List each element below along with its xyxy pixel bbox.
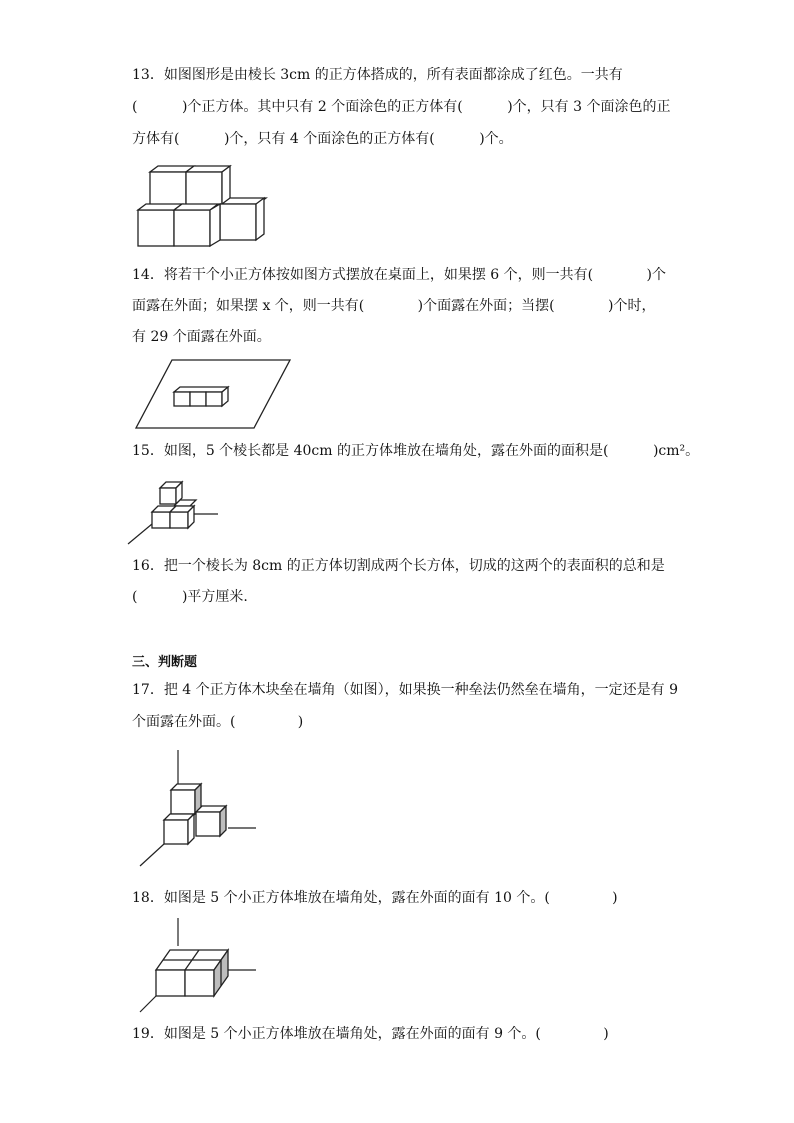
- q15-corner-cubes-figure: [128, 478, 228, 552]
- q17-line-2: 个面露在外面。( ): [132, 714, 304, 730]
- q19-line-1: 19．如图是 5 个小正方体堆放在墙角处，露在外面的面有 9 个。( ): [132, 1026, 609, 1042]
- q16-line-1: 16．把一个棱长为 8cm 的正方体切割成两个长方体，切成的这两个的表面积的总和是: [132, 558, 665, 574]
- q18-line-1: 18．如图是 5 个小正方体堆放在墙角处，露在外面的面有 10 个。( ): [132, 890, 618, 906]
- q14-line-1: 14．将若干个小正方体按如图方式摆放在桌面上，如果摆 6 个，则一共有( )个: [132, 267, 666, 283]
- q16-line-2: ( )平方厘米.: [132, 589, 248, 605]
- q15-line-1: 15．如图，5 个棱长都是 40cm 的正方体堆放在墙角处，露在外面的面积是( )cm²。: [132, 443, 700, 459]
- q13-line-1: 13．如图图形是由棱长 3cm 的正方体搭成的，所有表面都涂成了红色。一共有: [132, 67, 623, 83]
- q14-line-3: 有 29 个面露在外面。: [132, 329, 271, 345]
- section-title-judgement: 三、判断题: [132, 655, 198, 670]
- q13-line-3: 方体有( )个，只有 4 个面涂色的正方体有( )个。: [132, 131, 513, 147]
- q18-corner-cubes-figure: [140, 918, 260, 1018]
- q13-cube-stack-figure: [132, 166, 272, 254]
- q14-table-cubes-figure: [136, 358, 292, 434]
- q14-line-2: 面露在外面；如果摆 x 个，则一共有( )个面露在外面；当摆( )个时，: [132, 298, 656, 314]
- q17-corner-cubes-figure: [140, 750, 260, 874]
- q13-line-2: ( )个正方体。其中只有 2 个面涂色的正方体有( )个，只有 3 个面涂色的正: [132, 99, 671, 115]
- q17-line-1: 17．把 4 个正方体木块垒在墙角（如图），如果换一种垒法仍然垒在墙角，一定还是有 9: [132, 682, 678, 698]
